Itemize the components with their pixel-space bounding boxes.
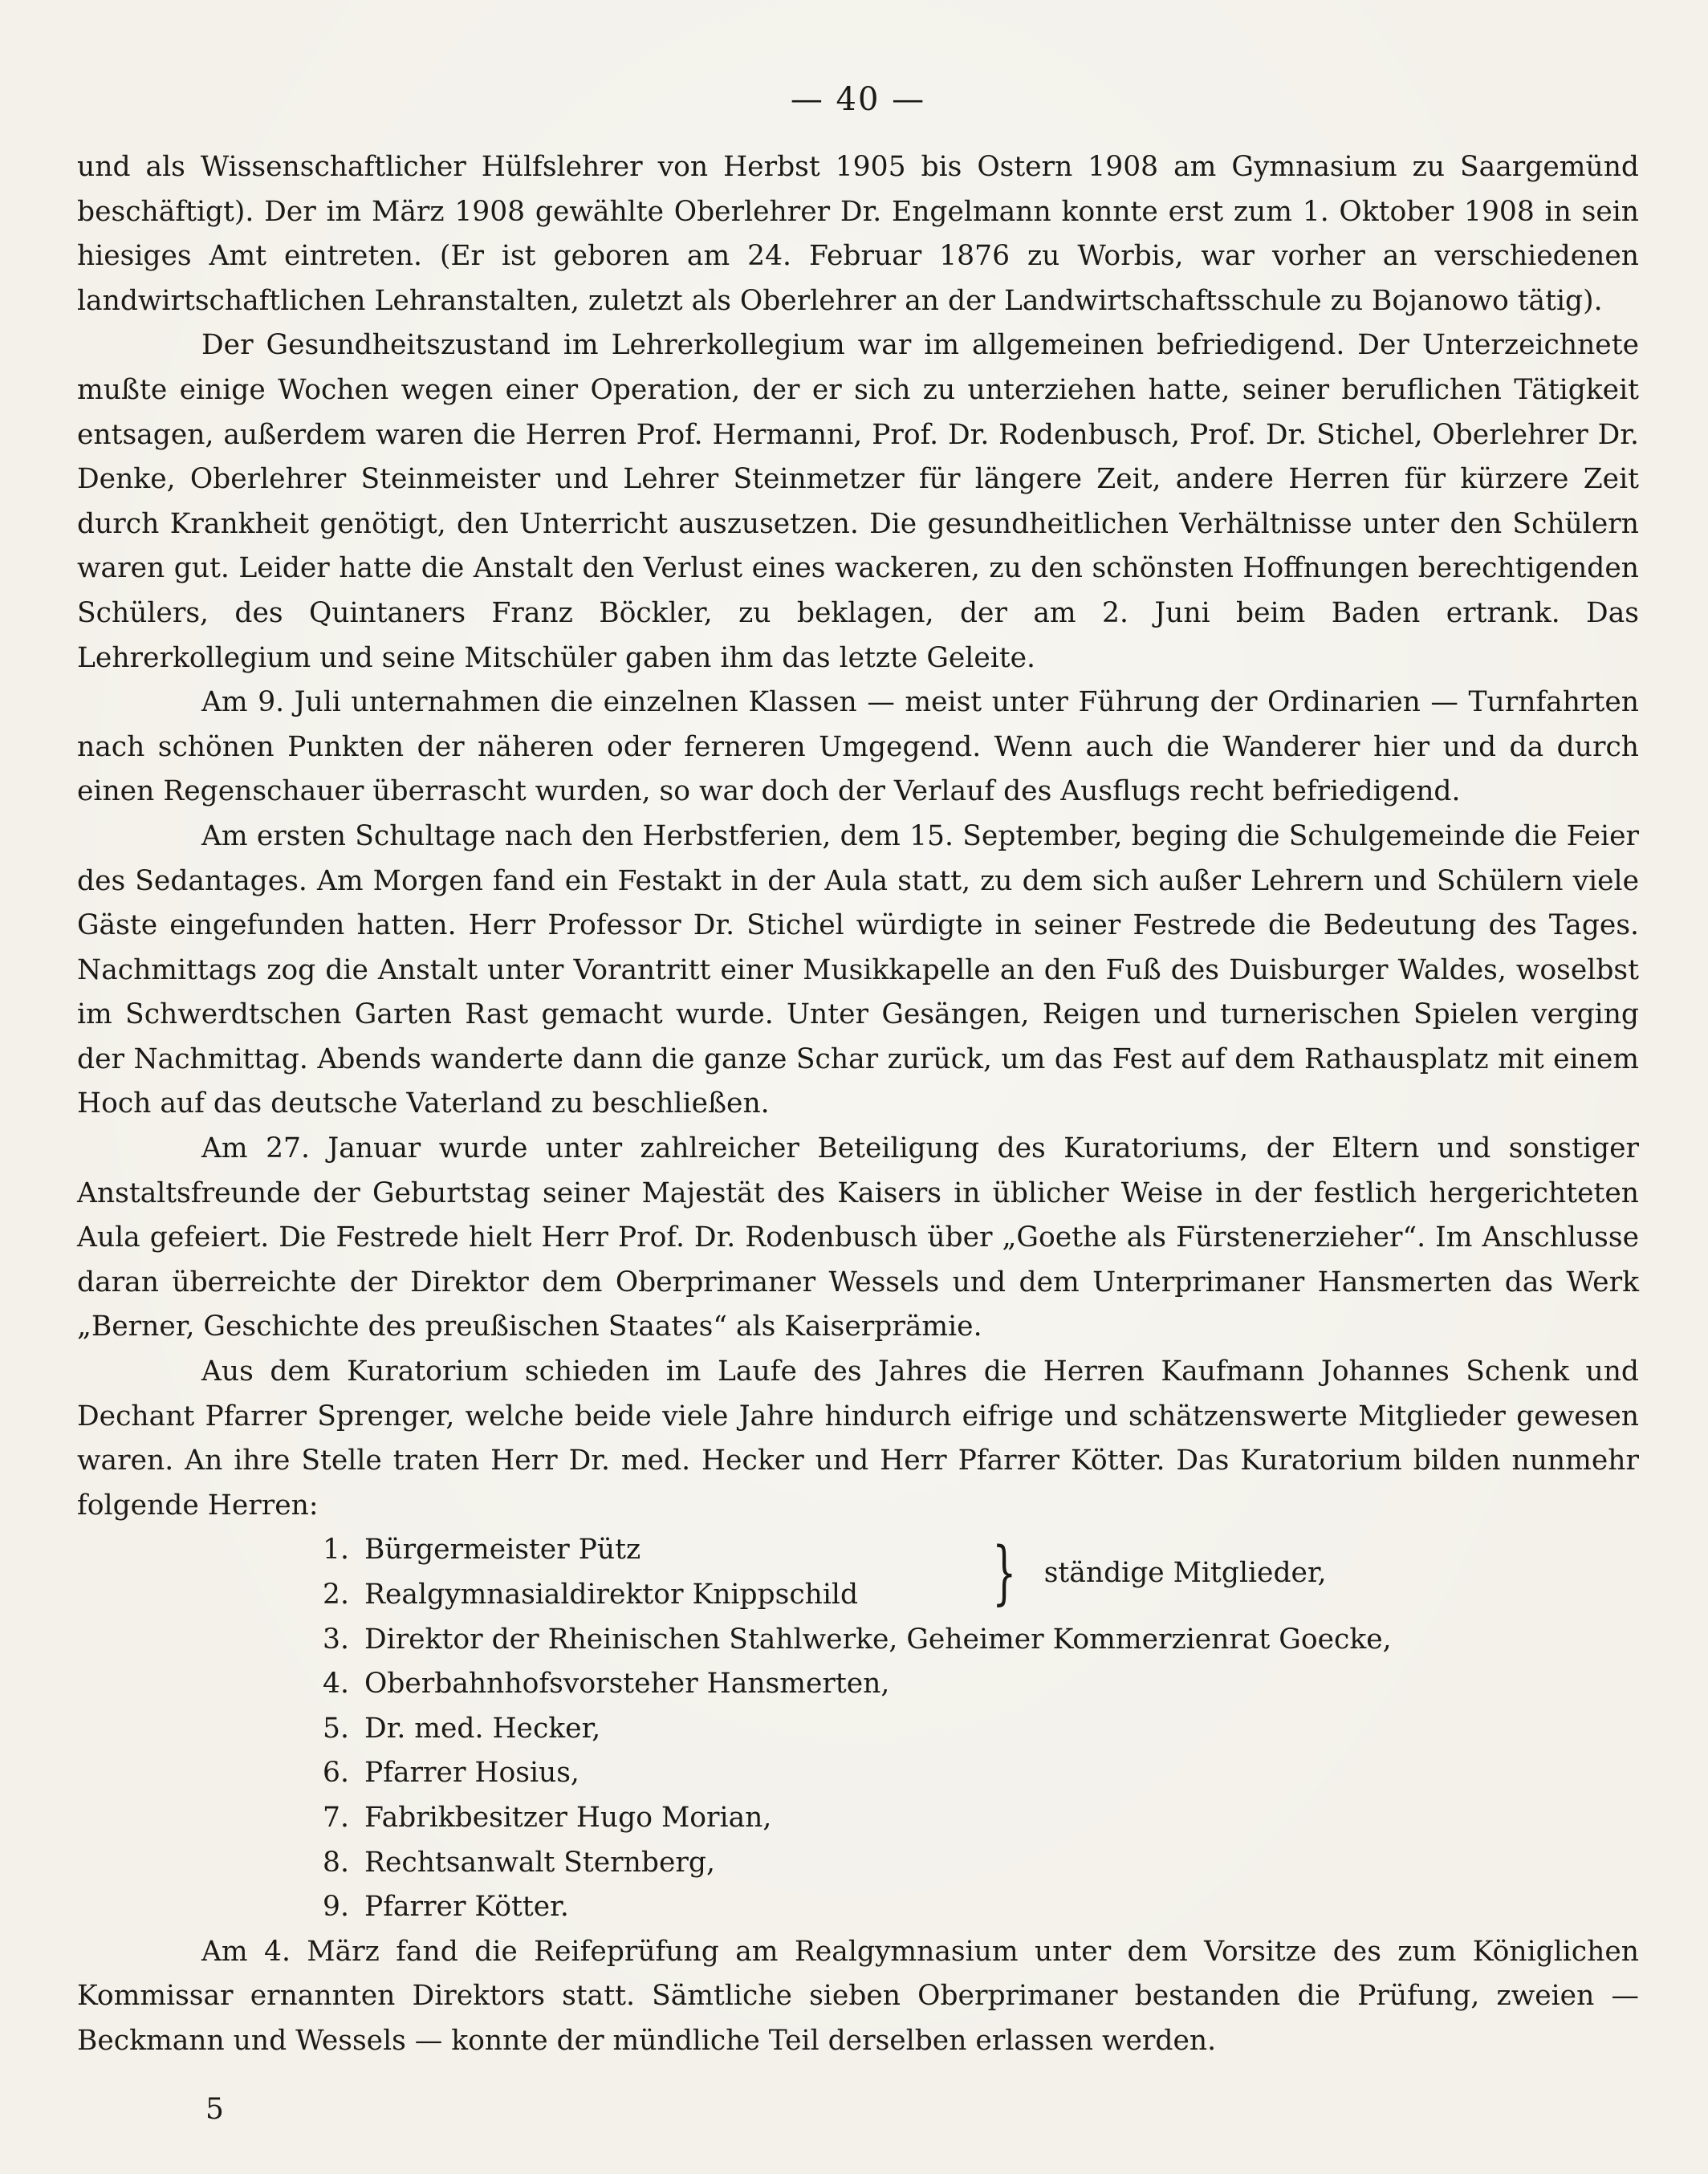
- member-item: [323, 1528, 1639, 1573]
- paragraph-kuratorium: Aus dem Kuratorium schieden im Laufe des Jahres die Herren Kaufmann Johannes Schenk und Dechant Pfarrer Sprenger, welche beide viele Jahre hindurch eifrige und schätzenswerte Mitglieder gewesen waren. An ihre Stelle traten Herr Dr. med. Hecker und Herr Pfarrer Kötter. Das Kuratorium bilden nunmehr folgende Herren:: [77, 1355, 1639, 1522]
- kuratorium-member-list: [323, 1528, 1639, 1929]
- member-item: [323, 1841, 1639, 1886]
- member-number: 2.: [323, 1579, 349, 1611]
- member-name: Realgymnasialdirektor Knippschild: [364, 1579, 859, 1611]
- paragraph-teacher-appointment: und als Wissenschaftlicher Hülfslehrer von Herbst 1905 bis Ostern 1908 am Gymnasium zu Saargemünd beschäftigt). Der im März 1908 gewählte Oberlehrer Dr. Engelmann konnte erst zum 1. Oktober 1908 in sein hiesiges Amt eintreten. (Er ist geboren am 24. Februar 1876 zu Worbis, war vorher an verschiedenen landwirtschaftlichen Lehranstalten, zuletzt als Oberlehrer an der Landwirtschaftsschule zu Bojanowo tätig).: [77, 151, 1639, 317]
- member-item: [323, 1618, 1639, 1663]
- member-name: Pfarrer Kötter.: [364, 1891, 569, 1924]
- paragraph-kaiser-birthday: Am 27. Januar wurde unter zahlreicher Beteiligung des Kuratoriums, der Eltern und sonstiger Anstaltsfreunde der Geburtstag seiner Majestät des Kaisers in üblicher Weise in der festlich hergerichteten Aula gefeiert. Die Festrede hielt Herr Prof. Dr. Rodenbusch über „Goethe als Fürstenerzieher“. Im Anschlusse daran überreichte der Direktor dem Oberprimaner Wessels und dem Unterprimaner Hansmerten das Werk „Berner, Geschichte des preußischen Staates“ als Kaiserprämie.: [77, 1132, 1639, 1343]
- member-item: [323, 1707, 1639, 1752]
- member-item: [323, 1796, 1639, 1841]
- member-number: 3.: [323, 1623, 349, 1656]
- member-name: Direktor der Rheinischen Stahlwerke, Geheimer Kommerzienrat Goecke,: [364, 1623, 1392, 1656]
- member-item: [323, 1573, 1639, 1618]
- paragraph-sedan-day: Am ersten Schultage nach den Herbstferien, dem 15. September, beging die Schulgemeinde die Feier des Sedantages. Am Morgen fand ein Festakt in der Aula statt, zu dem sich außer Lehrern und Schülern viele Gäste eingefunden hatten. Herr Professor Dr. Stichel würdigte in seiner Festrede die Bedeutung des Tages. Nachmittags zog die Anstalt unter Vorantritt einer Musikkapelle an den Fuß des Duisburger Waldes, woselbst im Schwerdtschen Garten Rast gemacht wurde. Unter Gesängen, Reigen und turnerischen Spielen verging der Nachmittag. Abends wanderte dann die ganze Schar zurück, um das Fest auf dem Rathausplatz mit einem Hoch auf das deutsche Vaterland zu beschließen.: [77, 819, 1639, 1120]
- paragraph-excursion: Am 9. Juli unternahmen die einzelnen Klassen — meist unter Führung der Ordinarien — Turnfahrten nach schönen Punkten der näheren oder ferneren Umgegend. Wenn auch die Wanderer hier und da durch einen Regenschauer überrascht wurden, so war doch der Verlauf des Ausflugs recht befriedigend.: [77, 686, 1639, 808]
- sheet-signature: 5: [205, 2093, 224, 2126]
- page-number: — 40 —: [790, 81, 926, 118]
- member-number: 9.: [323, 1891, 349, 1924]
- member-item: [323, 1662, 1639, 1707]
- member-name: Rechtsanwalt Sternberg,: [364, 1846, 715, 1879]
- member-name: Fabrikbesitzer Hugo Morian,: [364, 1801, 772, 1834]
- paragraph-health: Der Gesundheitszustand im Lehrerkollegium war im allgemeinen befriedigend. Der Unterzeichnete mußte einige Wochen wegen einer Operation, der er sich zu unterziehen hatte, seiner beruflichen Tätigkeit entsagen, außerdem waren die Herren Prof. Hermanni, Prof. Dr. Rodenbusch, Prof. Dr. Stichel, Oberlehrer Dr. Denke, Oberlehrer Steinmeister und Lehrer Steinmetzer für längere Zeit, andere Herren für kürzere Zeit durch Krankheit genötigt, den Unterricht auszusetzen. Die gesundheitlichen Verhältnisse unter den Schülern waren gut. Leider hatte die Anstalt den Verlust eines wackeren, zu den schönsten Hoffnungen berechtigenden Schülers, des Quintaners Franz Böckler, zu beklagen, der am 2. Juni beim Baden ertrank. Das Lehrerkollegium und seine Mitschüler gaben ihm das letzte Geleite.: [77, 329, 1639, 674]
- member-name: Oberbahnhofsvorsteher Hansmerten,: [364, 1668, 890, 1701]
- permanent-members-annotation: [982, 1533, 1327, 1613]
- member-number: 4.: [323, 1668, 349, 1701]
- member-number: 1.: [323, 1534, 349, 1566]
- member-number: 6.: [323, 1757, 349, 1790]
- member-name: Bürgermeister Pütz: [364, 1534, 641, 1566]
- member-name: Dr. med. Hecker,: [364, 1712, 601, 1745]
- member-number: 8.: [323, 1846, 349, 1879]
- paragraph-final-exam: Am 4. März fand die Reifeprüfung am Realgymnasium unter dem Vorsitze des zum Königlichen Kommissar ernannten Direktors statt. Sämtliche sieben Oberprimaner bestanden die Prüfung, zweien — Beckmann und Wessels — konnte der mündliche Teil derselben erlassen werden.: [77, 1935, 1639, 2057]
- right-brace: }: [992, 1533, 1017, 1614]
- member-name: Pfarrer Hosius,: [364, 1757, 580, 1790]
- member-item: [323, 1751, 1639, 1796]
- member-number: 5.: [323, 1712, 349, 1745]
- permanent-members-label: ständige Mitglieder,: [1043, 1556, 1327, 1589]
- member-item: [323, 1885, 1639, 1930]
- member-number: 7.: [323, 1801, 349, 1834]
